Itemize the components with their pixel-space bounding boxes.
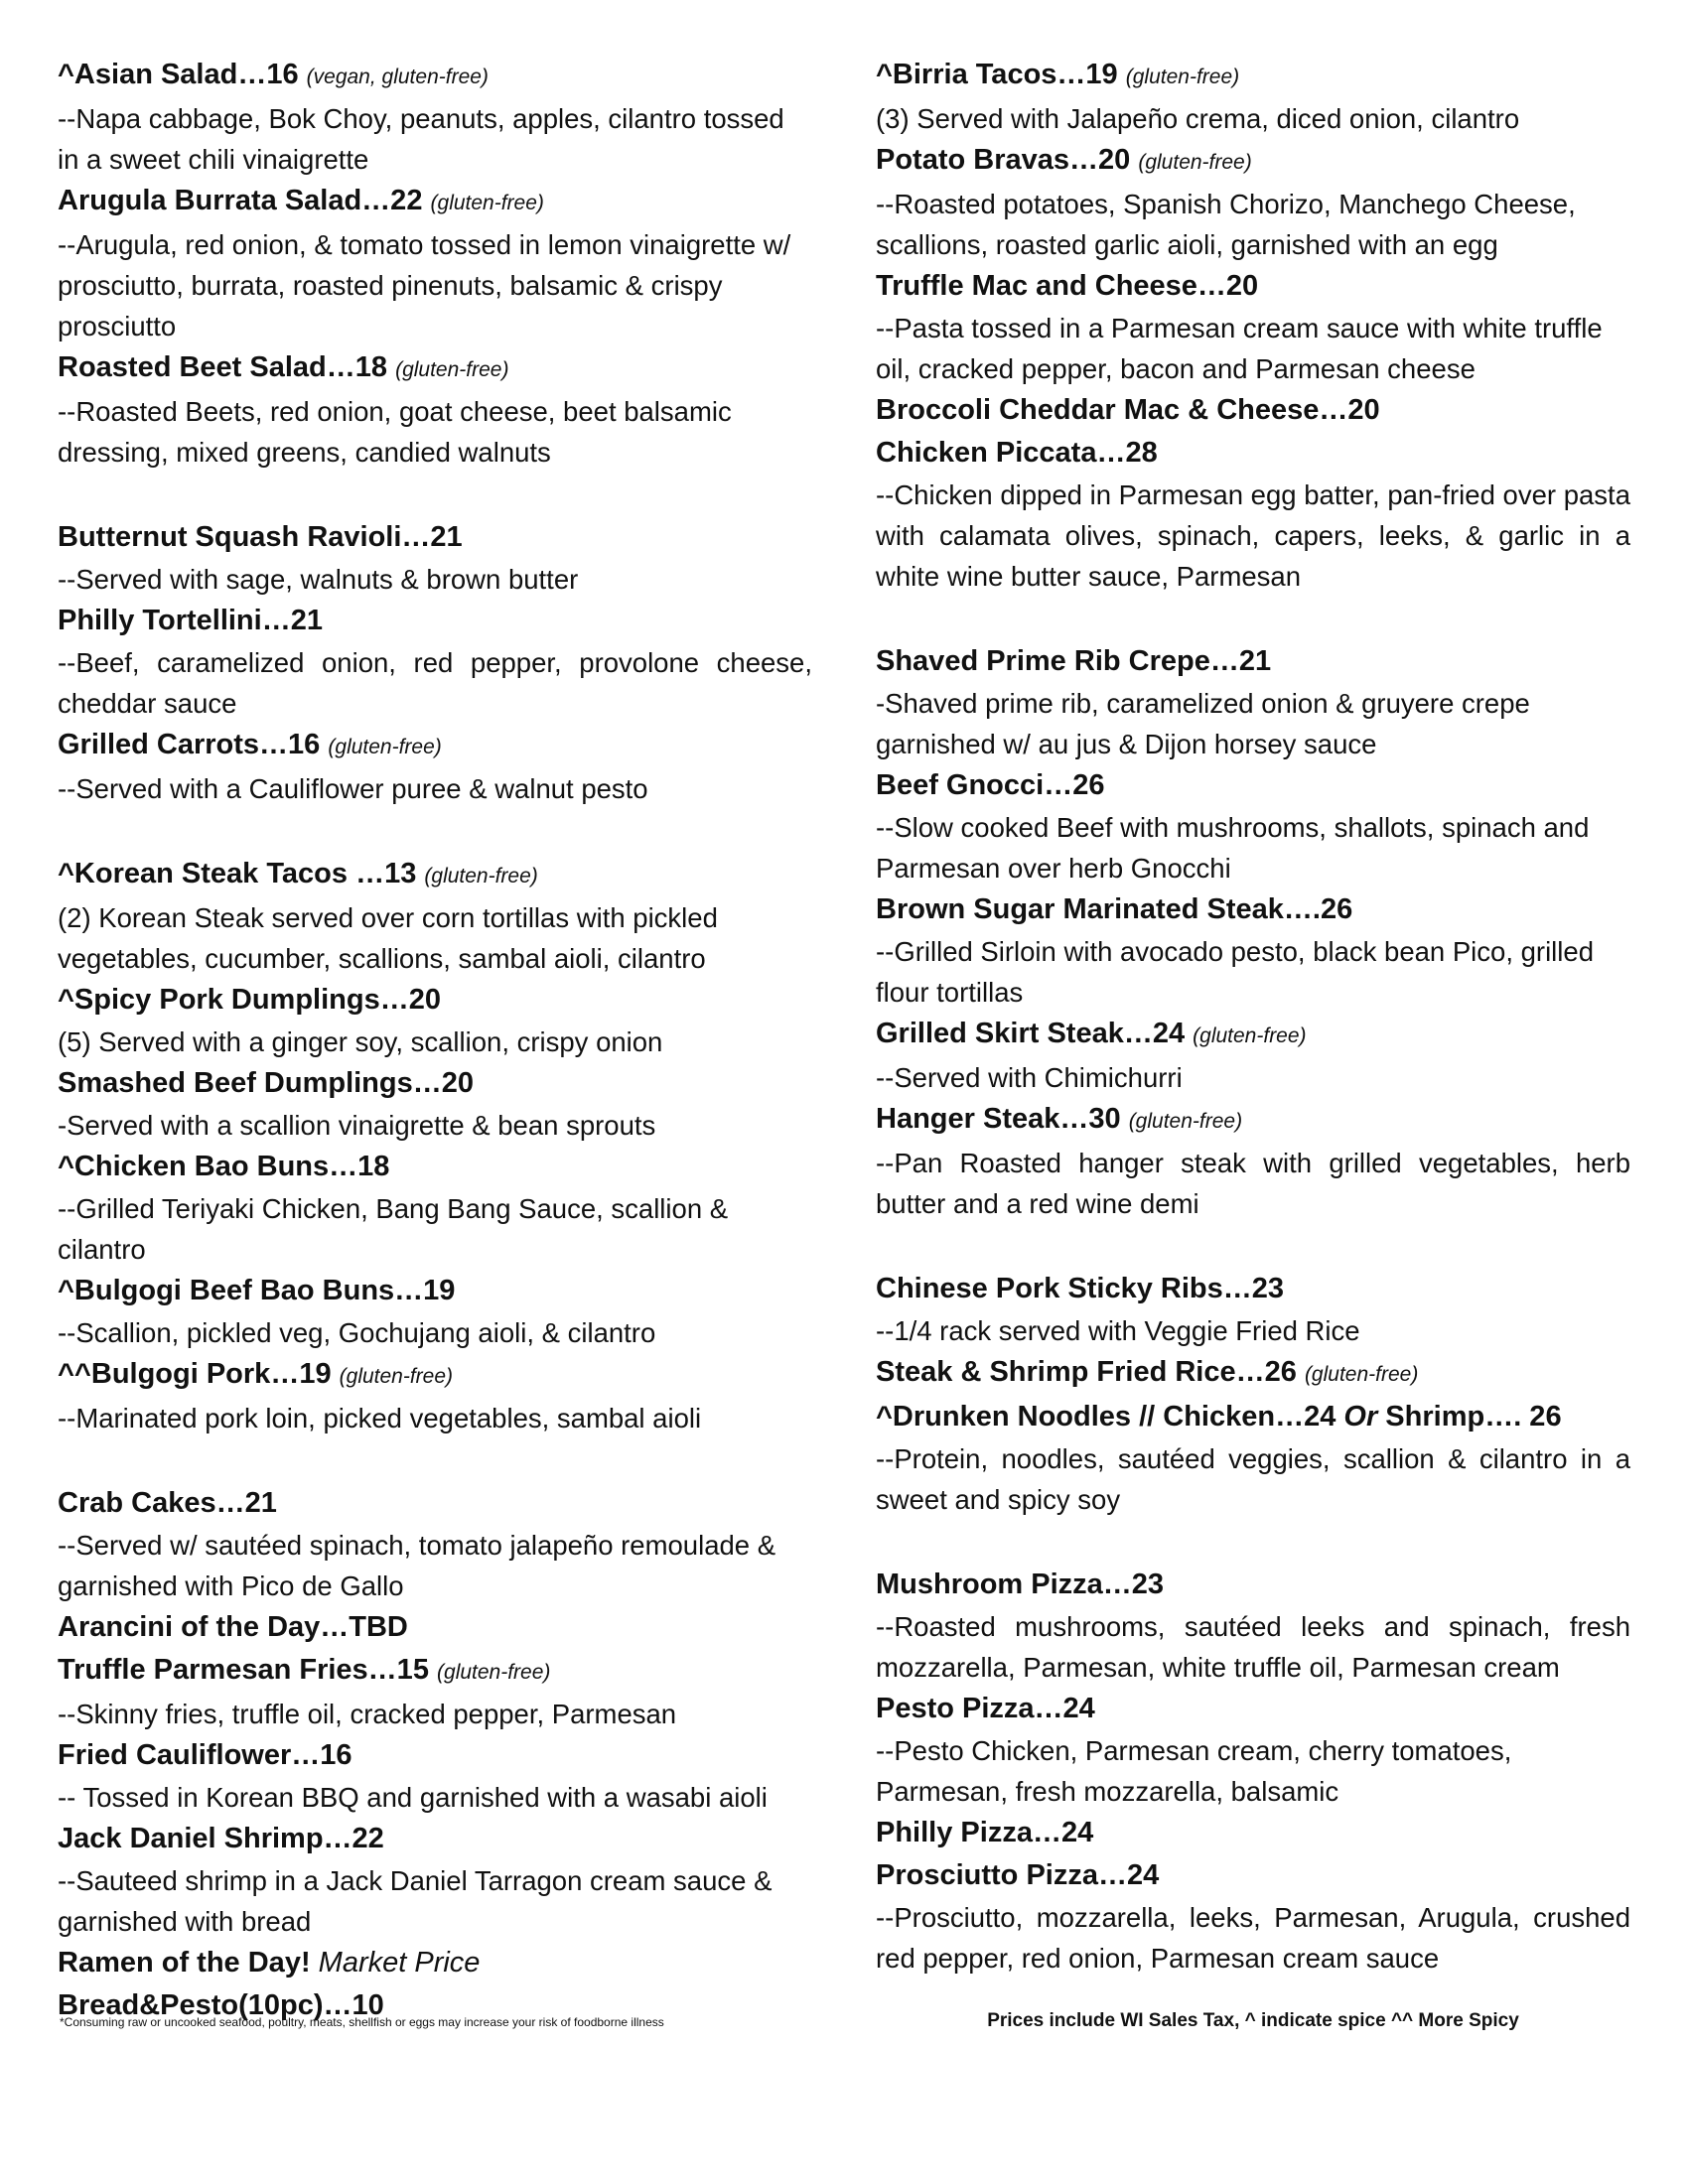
disclaimer: *Consuming raw or uncooked seafood, poultry, meats, shellfish or eggs may increase your risk of foodborne illness [60,2015,664,2029]
menu-item [58,1146,812,1270]
item-name: Smashed Beef Dumplings…20 [58,1067,474,1099]
item-description: --Served with a Cauliflower puree & walnut pesto [58,773,648,804]
menu-item [58,346,812,473]
item-description: --Served w/ sautéed spinach, tomato jalapeño remoulade & garnished with Pico de Gallo [58,1530,776,1601]
item-tag: (gluten-free) [424,865,538,887]
menu-item [876,1268,1630,1351]
item-description: --Skinny fries, truffle oil, cracked pepper, Parmesan [58,1699,677,1729]
menu-item [58,724,812,809]
section-gap [876,1520,1630,1564]
item-description: --Roasted mushrooms, sautéed leeks and spinach, fresh mozzarella, Parmesan, white truffle oil, Parmesan cream [876,1611,1630,1683]
menu-item [58,979,812,1062]
item-name: ^Chicken Bao Buns…18 [58,1151,390,1182]
item-description: --Arugula, red onion, & tomato tossed in lemon vinaigrette w/ prosciutto, burrata, roasted pinenuts, balsamic & crispy prosciutto [58,229,791,341]
menu-item [58,1062,812,1146]
section-gap [58,1438,812,1482]
item-description: (3) Served with Jalapeño crema, diced onion, cilantro [876,103,1520,134]
menu-item [58,54,812,180]
tax-note: Prices include WI Sales Tax, ^ indicate spice ^^ More Spicy [987,2010,1519,2031]
menu-item [58,1734,812,1818]
menu-item [876,265,1630,389]
item-tag: (gluten-free) [339,1365,454,1388]
item-name: Pesto Pizza…24 [876,1693,1095,1724]
menu-item [58,1270,812,1353]
menu-column-left [58,54,812,2027]
item-tag: (gluten-free) [437,1661,551,1684]
item-description: --Roasted potatoes, Spanish Chorizo, Manchego Cheese, scallions, roasted garlic aioli, garnished with an egg [876,189,1576,260]
item-description: --Beef, caramelized onion, red pepper, provolone cheese, cheddar sauce [58,647,812,719]
item-description: -- Tossed in Korean BBQ and garnished with a wasabi aioli [58,1782,768,1813]
item-name: Arugula Burrata Salad…22 [58,185,423,216]
item-name-alt: Shrimp…. 26 [1385,1401,1562,1433]
menu-item [58,516,812,600]
item-name: Truffle Mac and Cheese…20 [876,270,1259,302]
item-description: --Pan Roasted hanger steak with grilled vegetables, herb butter and a red wine demi [876,1148,1630,1219]
item-name: Philly Pizza…24 [876,1817,1094,1848]
item-description: (5) Served with a ginger soy, scallion, crispy onion [58,1026,663,1057]
menu-item [58,1353,812,1438]
item-name: Grilled Carrots…16 [58,729,321,760]
item-name: Arancini of the Day…TBD [58,1611,408,1643]
item-name: Grilled Skirt Steak…24 [876,1018,1186,1049]
menu-item [58,853,812,979]
item-description: --Chicken dipped in Parmesan egg batter, pan-fried over pasta with calamata olives, spinach, capers, leeks, & garlic in a white wine butter sauce, Parmesan [876,479,1630,592]
menu-item [876,389,1630,432]
item-description: --Prosciutto, mozzarella, leeks, Parmesan, Arugula, crushed red pepper, red onion, Parmesan cream sauce [876,1902,1630,1974]
item-name: ^^Bulgogi Pork…19 [58,1358,332,1390]
item-name: Bread&Pesto(10pc)…10 [58,1989,384,2021]
item-name: Crab Cakes…21 [58,1487,277,1519]
item-description: --Roasted Beets, red onion, goat cheese, beet balsamic dressing, mixed greens, candied walnuts [58,396,732,468]
menu-item [876,888,1630,1013]
menu-item [876,139,1630,265]
item-name: Prosciutto Pizza…24 [876,1859,1160,1891]
item-description: --Pesto Chicken, Parmesan cream, cherry tomatoes, Parmesan, fresh mozzarella, balsamic [876,1735,1512,1807]
menu-item [876,1564,1630,1688]
menu-item [58,180,812,346]
item-name: Shaved Prime Rib Crepe…21 [876,645,1272,677]
item-description: --Pasta tossed in a Parmesan cream sauce with white truffle oil, cracked pepper, bacon and Parmesan cheese [876,313,1603,384]
item-description: --Marinated pork loin, picked vegetables, sambal aioli [58,1403,702,1433]
item-name: Ramen of the Day! [58,1947,311,1979]
item-name: Jack Daniel Shrimp…22 [58,1823,384,1854]
item-name: ^Korean Steak Tacos …13 [58,858,417,889]
item-description: --Napa cabbage, Bok Choy, peanuts, apples, cilantro tossed in a sweet chili vinaigrette [58,103,784,175]
menu-item [876,1396,1630,1520]
section-gap [58,809,812,853]
item-description: --Scallion, pickled veg, Gochujang aioli, & cilantro [58,1317,656,1348]
item-tag: (gluten-free) [1193,1024,1307,1047]
item-tag: (vegan, gluten-free) [306,66,489,88]
item-name: ^Birria Tacos…19 [876,59,1118,90]
item-name: Brown Sugar Marinated Steak….26 [876,893,1353,925]
item-name-or: Or [1343,1401,1378,1433]
item-name: Chinese Pork Sticky Ribs…23 [876,1273,1284,1304]
item-name: ^Spicy Pork Dumplings…20 [58,984,441,1016]
item-name: Butternut Squash Ravioli…21 [58,521,463,553]
menu-item [58,1649,812,1734]
item-name: Steak & Shrimp Fried Rice…26 [876,1356,1297,1388]
item-name: Chicken Piccata…28 [876,437,1158,469]
menu-item [876,54,1630,139]
item-tag: (gluten-free) [1125,66,1240,88]
item-tag: (gluten-free) [1128,1110,1243,1133]
item-name: ^Bulgogi Beef Bao Buns…19 [58,1275,456,1306]
menu-item [58,1606,812,1649]
item-description: --Served with sage, walnuts & brown butter [58,564,579,595]
item-description: --1/4 rack served with Veggie Fried Rice [876,1315,1360,1346]
item-name: Hanger Steak…30 [876,1103,1121,1135]
item-name: Roasted Beet Salad…18 [58,351,388,383]
item-description: --Grilled Teriyaki Chicken, Bang Bang Sauce, scallion & cilantro [58,1193,729,1265]
menu-item [876,1098,1630,1224]
item-description: --Slow cooked Beef with mushrooms, shallots, spinach and Parmesan over herb Gnocchi [876,812,1590,884]
menu-item [876,1013,1630,1098]
item-tag: (gluten-free) [395,358,509,381]
menu-item [58,1818,812,1942]
item-name: Truffle Parmesan Fries…15 [58,1654,429,1686]
item-name: ^Asian Salad…16 [58,59,299,90]
item-tag: (gluten-free) [1138,151,1252,174]
item-name: Mushroom Pizza…23 [876,1569,1165,1600]
item-tag: (gluten-free) [1304,1363,1419,1386]
item-description: (2) Korean Steak served over corn tortillas with pickled vegetables, cucumber, scallions, sambal aioli, cilantro [58,902,718,974]
item-description: --Protein, noodles, sautéed veggies, scallion & cilantro in a sweet and spicy soy [876,1443,1630,1515]
menu-item [58,1942,812,1984]
menu-item [876,1854,1630,1979]
item-description: --Served with Chimichurri [876,1062,1183,1093]
menu-item [876,1688,1630,1812]
section-gap [876,597,1630,640]
item-name: Broccoli Cheddar Mac & Cheese…20 [876,394,1380,426]
item-tag: (gluten-free) [328,736,442,758]
item-description: -Shaved prime rib, caramelized onion & gruyere crepe garnished w/ au jus & Dijon horsey sauce [876,688,1530,759]
item-name: ^Drunken Noodles // Chicken…24 [876,1401,1336,1433]
item-price-note: Market Price [318,1947,481,1979]
item-name: Beef Gnocci…26 [876,769,1105,801]
menu-item [876,764,1630,888]
section-gap [876,1224,1630,1268]
menu-column-right [876,54,1630,1979]
menu-item [58,1482,812,1606]
item-description: --Grilled Sirloin with avocado pesto, black bean Pico, grilled flour tortillas [876,936,1594,1008]
section-gap [58,473,812,516]
menu-item [876,640,1630,764]
menu-item [58,600,812,724]
menu-item [876,432,1630,597]
menu-item [876,1351,1630,1396]
item-name: Potato Bravas…20 [876,144,1131,176]
item-tag: (gluten-free) [430,192,544,214]
item-name: Philly Tortellini…21 [58,605,323,636]
menu-item [876,1812,1630,1854]
item-name: Fried Cauliflower…16 [58,1739,352,1771]
item-description: --Sauteed shrimp in a Jack Daniel Tarragon cream sauce & garnished with bread [58,1865,773,1937]
item-description: -Served with a scallion vinaigrette & bean sprouts [58,1110,656,1141]
